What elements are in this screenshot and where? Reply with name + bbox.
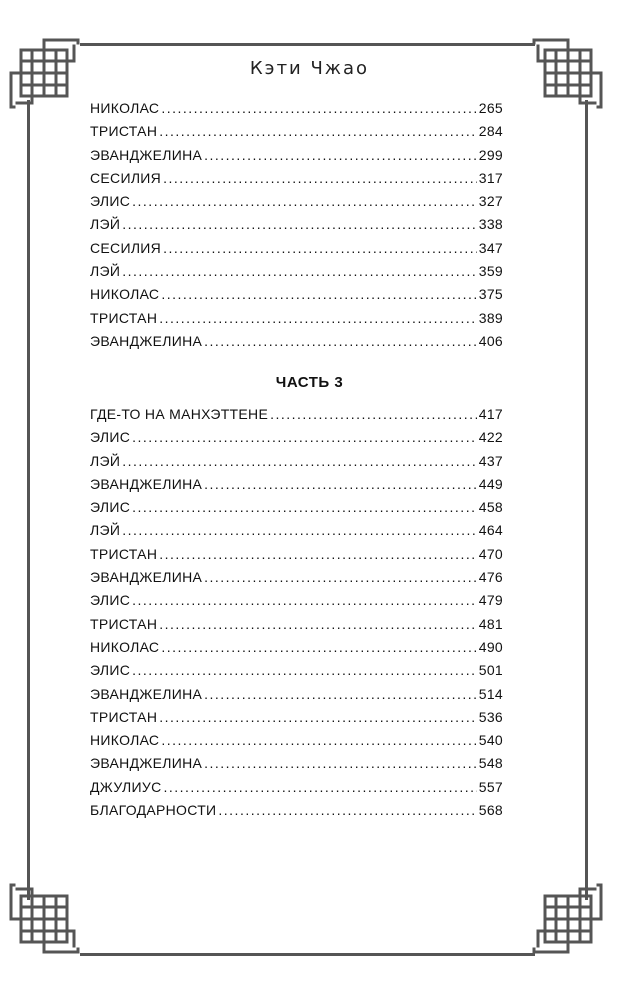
toc-dot-leader (122, 453, 477, 469)
toc-entry (90, 686, 503, 709)
toc-list-part3 (90, 406, 503, 825)
toc-dot-leader (161, 100, 476, 116)
running-header-author: Кэти Чжао (249, 58, 370, 79)
toc-dot-leader (161, 286, 476, 302)
toc-entry-page: 514 (478, 685, 503, 702)
toc-list-top (90, 100, 503, 356)
toc-entry-page: 422 (478, 429, 503, 446)
toc-entry (90, 709, 503, 732)
frame-top-border (80, 43, 535, 46)
toc-dot-leader (204, 686, 477, 702)
toc-entry-page: 347 (478, 239, 503, 256)
toc-entry (90, 476, 503, 499)
toc-entry-page: 464 (478, 522, 503, 539)
corner-ornament-bottom-left (8, 883, 80, 955)
toc-entry-title: ЭЛИС (90, 193, 131, 210)
toc-entry (90, 216, 503, 239)
toc-dot-leader (132, 662, 477, 678)
toc-entry-page: 548 (478, 755, 503, 772)
toc-dot-leader (122, 263, 477, 279)
toc-entry-title: НИКОЛАС (90, 638, 160, 655)
toc-entry (90, 286, 503, 309)
toc-dot-leader (204, 569, 477, 585)
toc-entry-title: ЭВАНДЖЕЛИНА (90, 332, 203, 349)
toc-entry-title: ТРИСТАН (90, 123, 158, 140)
toc-entry-page: 284 (478, 123, 503, 140)
toc-dot-leader (164, 779, 477, 795)
toc-entry-page: 540 (478, 732, 503, 749)
toc-entry-page: 406 (478, 332, 503, 349)
toc-entry-page: 417 (478, 406, 503, 422)
toc-entry (90, 546, 503, 569)
toc-entry (90, 499, 503, 522)
toc-entry-page: 501 (478, 662, 503, 679)
toc-entry-title: ГДЕ-ТО НА МАНХЭТТЕНЕ (90, 406, 269, 422)
toc-entry (90, 662, 503, 685)
toc-entry-page: 299 (478, 146, 503, 163)
toc-entry-title: НИКОЛАС (90, 732, 160, 749)
toc-entry-title: ТРИСТАН (90, 615, 158, 632)
toc-entry (90, 406, 503, 429)
toc-entry-page: 536 (478, 708, 503, 725)
toc-entry-title: ЭЛИС (90, 499, 131, 516)
toc-dot-leader (163, 240, 477, 256)
toc-dot-leader (270, 406, 477, 422)
frame-left-border (27, 100, 30, 900)
toc-entry (90, 263, 503, 286)
toc-dot-leader (159, 123, 477, 139)
toc-dot-leader (132, 499, 477, 515)
toc-entry-title: НИКОЛАС (90, 286, 160, 303)
toc-entry-page: 568 (478, 802, 503, 819)
toc-entry (90, 755, 503, 778)
toc-entry-title: ЭВАНДЖЕЛИНА (90, 685, 203, 702)
toc-entry (90, 639, 503, 662)
toc-dot-leader (159, 709, 477, 725)
toc-entry-title: ТРИСТАН (90, 309, 158, 326)
toc-entry-page: 479 (478, 592, 503, 609)
toc-dot-leader (161, 732, 476, 748)
toc-dot-leader (218, 802, 476, 818)
toc-dot-leader (159, 310, 477, 326)
toc-dot-leader (163, 170, 477, 186)
toc-dot-leader (132, 193, 477, 209)
toc-entry (90, 429, 503, 452)
toc-entry-title: ЛЭЙ (90, 522, 121, 539)
toc-entry-title: ЭЛИС (90, 662, 131, 679)
toc-dot-leader (204, 333, 477, 349)
toc-entry-title: ЛЭЙ (90, 216, 121, 233)
toc-entry (90, 193, 503, 216)
toc-entry-page: 481 (478, 615, 503, 632)
toc-entry-page: 557 (478, 778, 503, 795)
toc-entry (90, 453, 503, 476)
toc-entry (90, 592, 503, 615)
toc-entry (90, 170, 503, 193)
toc-entry-page: 338 (478, 216, 503, 233)
toc-dot-leader (161, 639, 476, 655)
toc-entry (90, 616, 503, 639)
toc-dot-leader (204, 147, 477, 163)
toc-entry-page: 470 (478, 545, 503, 562)
toc-entry (90, 569, 503, 592)
toc-entry-title: ДЖУЛИУС (90, 778, 162, 795)
toc-entry-title: ЭЛИС (90, 429, 131, 446)
toc-entry-title: ЛЭЙ (90, 452, 121, 469)
toc-entry (90, 333, 503, 356)
toc-entry-page: 327 (478, 193, 503, 210)
toc-entry-page: 490 (478, 638, 503, 655)
toc-entry (90, 802, 503, 825)
toc-entry-title: НИКОЛАС (90, 100, 160, 116)
toc-entry-title: ЭВАНДЖЕЛИНА (90, 755, 203, 772)
toc-entry (90, 100, 503, 123)
toc-entry-title: ЭВАНДЖЕЛИНА (90, 146, 203, 163)
toc-entry-page: 317 (478, 169, 503, 186)
toc-dot-leader (159, 616, 477, 632)
toc-entry-page: 265 (478, 100, 503, 116)
toc-entry-title: БЛАГОДАРНОСТИ (90, 802, 217, 819)
toc-entry (90, 522, 503, 545)
toc-dot-leader (204, 476, 477, 492)
corner-ornament-bottom-right (532, 883, 604, 955)
toc-entry-title: ЛЭЙ (90, 263, 121, 280)
frame-right-border (585, 100, 588, 900)
toc-entry-title: ЭЛИС (90, 592, 131, 609)
toc-entry-page: 359 (478, 263, 503, 280)
toc-dot-leader (132, 592, 477, 608)
toc-entry-page: 375 (478, 286, 503, 303)
toc-entry-title: СЕСИЛИЯ (90, 239, 162, 256)
toc-entry-page: 389 (478, 309, 503, 326)
toc-entry-page: 449 (478, 475, 503, 492)
toc-entry-page: 437 (478, 452, 503, 469)
toc-entry (90, 123, 503, 146)
part-heading: ЧАСТЬ 3 (275, 374, 344, 391)
toc-dot-leader (132, 429, 477, 445)
toc-entry (90, 240, 503, 263)
toc-entry-page: 476 (478, 569, 503, 586)
toc-dot-leader (159, 546, 477, 562)
toc-dot-leader (122, 522, 477, 538)
toc-dot-leader (122, 216, 477, 232)
toc-entry (90, 147, 503, 170)
toc-entry (90, 732, 503, 755)
toc-entry-page: 458 (478, 499, 503, 516)
toc-dot-leader (204, 755, 477, 771)
frame-bottom-border (80, 953, 535, 956)
toc-entry-title: ЭВАНДЖЕЛИНА (90, 475, 203, 492)
toc-entry-title: ТРИСТАН (90, 708, 158, 725)
toc-entry (90, 779, 503, 802)
toc-entry-title: СЕСИЛИЯ (90, 169, 162, 186)
toc-entry (90, 310, 503, 333)
toc-entry-title: ЭВАНДЖЕЛИНА (90, 569, 203, 586)
toc-entry-title: ТРИСТАН (90, 545, 158, 562)
